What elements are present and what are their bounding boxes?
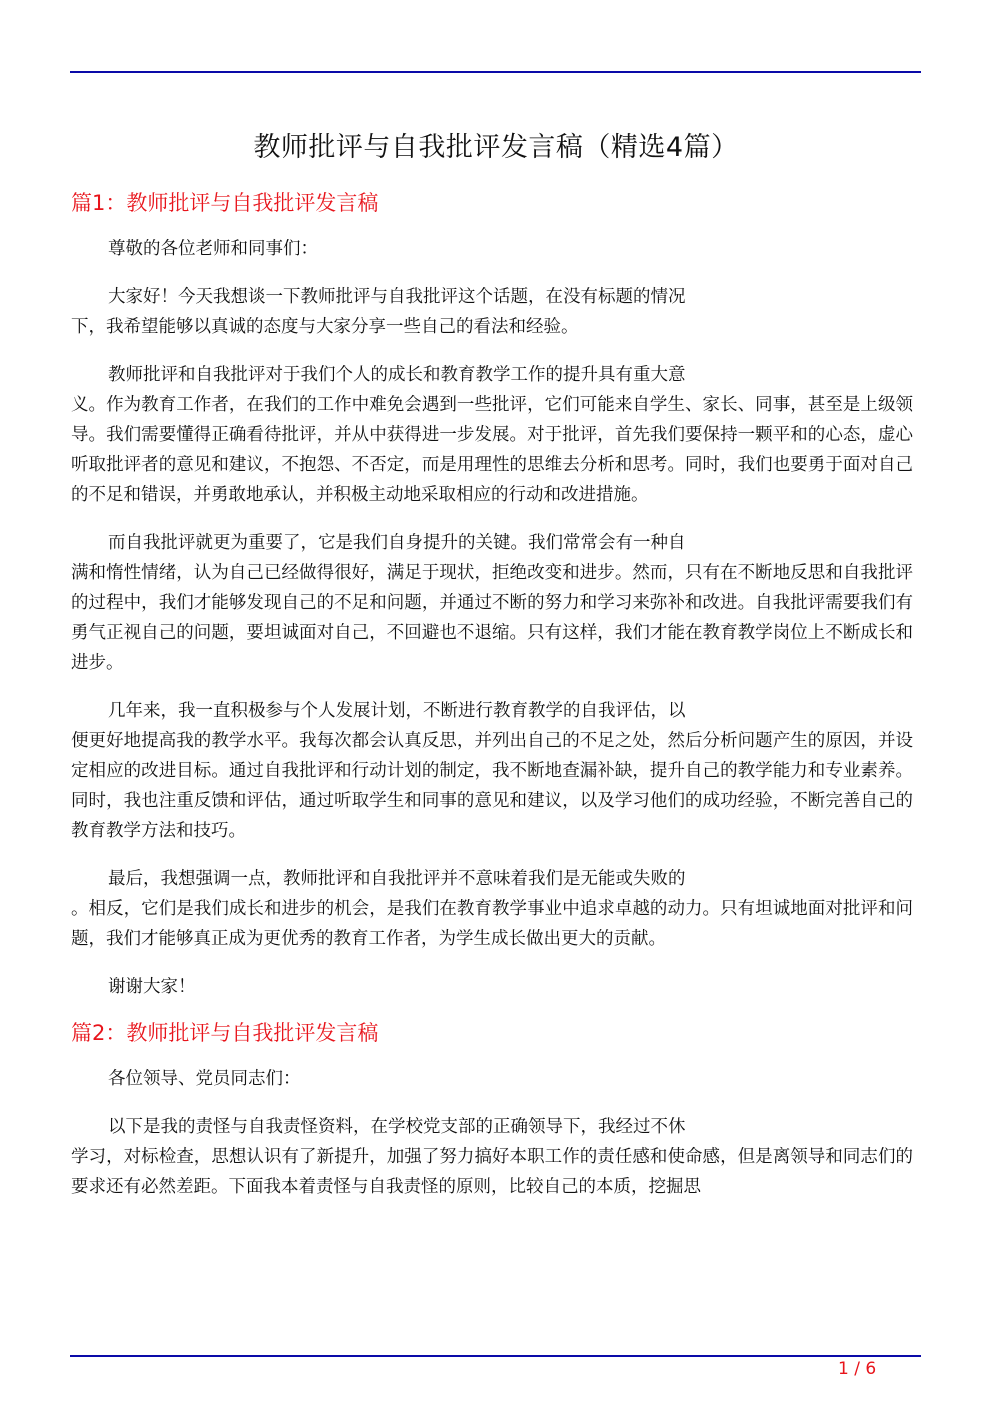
- document-body: [71, 186, 913, 1202]
- paragraph: 而自我批评就更为重要了，它是我们自身提升的关键。我们常常会有一种自 满和惰性情绪，认为自己已经做得很好，满足于现状，拒绝改变和进步。然而，只有在不断地反思和自我批评的过程中，我们才能够发现自己的不足和问题，并通过不断的努力和学习来弥补和改进。自我批评需要我们有勇气正视自己的问题，要坦诚面对自己，不回避也不退缩。只有这样，我们才能在教育教学岗位上不断成长和进步。: [71, 533, 913, 673]
- footer-rule: [70, 1355, 921, 1357]
- paragraph: 几年来，我一直积极参与个人发展计划，不断进行教育教学的自我评估，以 便更好地提高我的教学水平。我每次都会认真反思，并列出自己的不足之处，然后分析问题产生的原因，并设定相应的改进目标。通过自我批评和行动计划的制定，我不断地查漏补缺，提升自己的教学能力和专业素养。同时，我也注重反馈和评估，通过听取学生和同事的意见和建议，以及学习他们的成功经验，不断完善自己的教育教学方法和技巧。: [71, 701, 913, 841]
- paragraph: 尊敬的各位老师和同事们：: [108, 239, 318, 259]
- section-heading-2: 篇2：教师批评与自我批评发言稿: [71, 1021, 379, 1045]
- paragraph: 最后，我想强调一点，教师批评和自我批评并不意味着我们是无能或失败的 。相反，它们是我们成长和进步的机会，是我们在教育教学事业中追求卓越的动力。只有坦诚地面对批评和问题，我们才能够真正成为更优秀的教育工作者，为学生成长做出更大的贡献。: [71, 869, 913, 949]
- paragraph: 大家好！今天我想谈一下教师批评与自我批评这个话题，在没有标题的情况 下，我希望能够以真诚的态度与大家分享一些自己的看法和经验。: [71, 287, 686, 337]
- page-number: 1 / 6: [838, 1359, 877, 1379]
- section-heading-1: 篇1：教师批评与自我批评发言稿: [71, 191, 379, 215]
- paragraph: 各位领导、党员同志们：: [108, 1069, 301, 1089]
- header-rule: [70, 71, 921, 73]
- paragraph: 教师批评和自我批评对于我们个人的成长和教育教学工作的提升具有重大意 义。作为教育工作者，在我们的工作中难免会遇到一些批评，它们可能来自学生、家长、同事，甚至是上级领导。我们需要懂得正确看待批评，并从中获得进一步发展。对于批评，首先我们要保持一颗平和的心态，虚心听取批评者的意见和建议，不抱怨、不否定，而是用理性的思维去分析和思考。同时，我们也要勇于面对自己的不足和错误，并勇敢地承认，并积极主动地采取相应的行动和改进措施。: [71, 365, 913, 505]
- paragraph: 以下是我的责怪与自我责怪资料，在学校党支部的正确领导下，我经过不休 学习，对标检查，思想认识有了新提升，加强了努力搞好本职工作的责任感和使命感，但是离领导和同志们的要求还有必然差距。下面我本着责怪与自我责怪的原则，比较自己的本质，挖掘思: [71, 1117, 913, 1197]
- document-title: 教师批评与自我批评发言稿（精选4篇）: [253, 132, 739, 163]
- paragraph: 谢谢大家！: [108, 977, 196, 997]
